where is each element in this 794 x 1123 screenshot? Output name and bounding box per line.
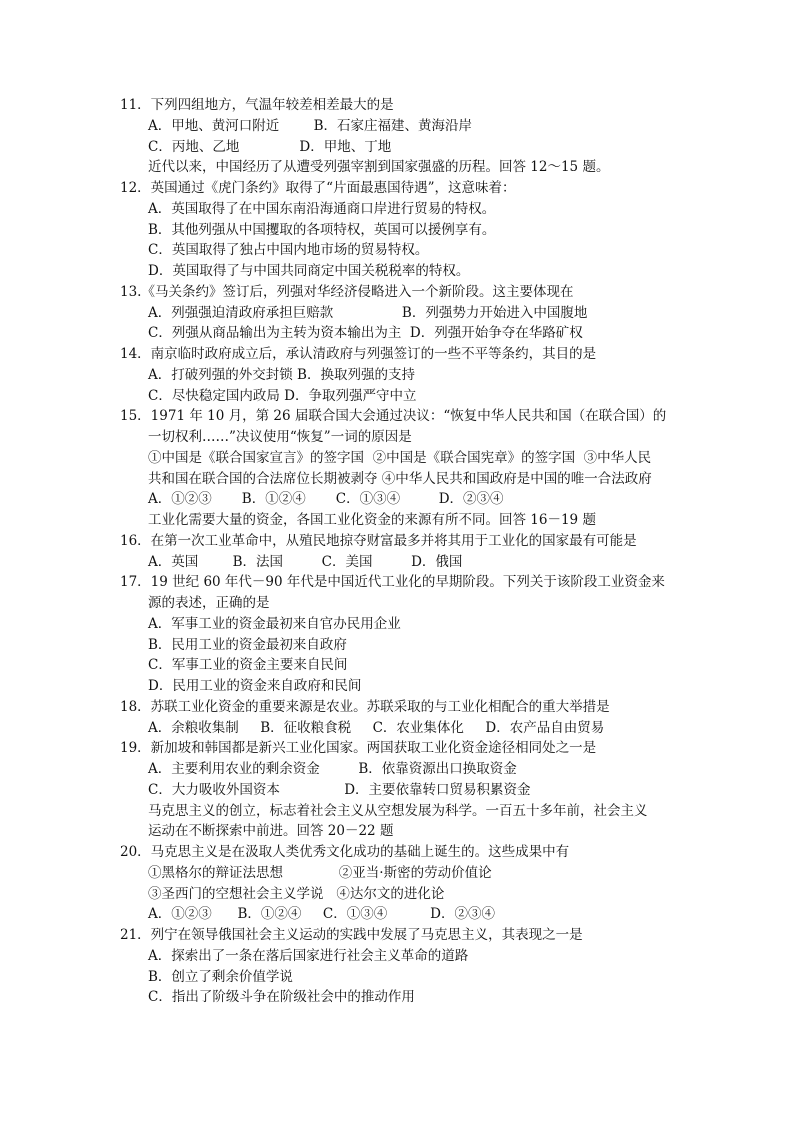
answer-option-line: 一切权利……”决议使用“恢复”一词的原因是 [148,429,412,445]
answer-option-line: A．英国 B．法国 C．美国 D．俄国 [148,553,463,570]
answer-option-line: B．民用工业的资金最初来自政府 [148,636,347,653]
answer-option-line: A．列强强迫清政府承担巨赔款 B．列强势力开始进入中国腹地 [148,304,588,321]
question-stem: 19．新加坡和韩国都是新兴工业化国家。两国获取工业化资金途径相同处之一是 [120,740,597,757]
question-text-block [0,95,794,1008]
section-intro: 工业化需要大量的资金，各国工业化资金的来源有所不同。回答 16－19 题 [148,512,596,528]
question-stem: 17．19 世纪 60 年代－90 年代是中国近代工业化的早期阶段。下列关于该阶段工业资金来 [120,574,665,591]
question-stem: 12．英国通过《虎门条约》取得了“片面最惠国待遇”，这意味着： [120,180,516,196]
answer-option-line: A．打破列强的外交封锁 B．换取列强的支持 [148,366,415,383]
answer-option-line: C．列强从商品输出为主转为资本输出为主 D．列强开始争夺在华路矿权 [148,325,583,342]
answer-option-line: D．民用工业的资金来自政府和民间 [148,678,362,694]
section-intro: 近代以来，中国经历了从遭受列强宰割到国家强盛的历程。回答 12～15 题。 [148,159,610,176]
question-stem: 13.《马关条约》签订后，列强对华经济侵略进入一个新阶段。这主要体现在 [120,283,574,300]
question-stem: 18．苏联工业化资金的重要来源是农业。苏联采取的与工业化相配合的重大举措是 [120,698,610,715]
question-stem: 20．马克思主义是在汲取人类优秀文化成功的基础上诞生的。这些成果中有 [120,844,570,860]
answer-option-line: A．主要利用农业的剩余资金 B．依靠资源出口换取资金 [148,761,517,777]
section-intro: 马克思主义的创立，标志着社会主义从空想发展为科学。一百五十多年前，社会主义 [148,802,648,819]
question-stem: 16．在第一次工业革命中，从殖民地掠夺财富最多并将其用于工业化的国家最有可能是 [120,532,637,549]
answer-option-line: C．军事工业的资金主要来自民间 [148,657,348,674]
answer-option-line: B．其他列强从中国攫取的各项特权，英国可以援例享有。 [148,221,496,238]
answer-option-line: C．英国取得了独占中国内地市场的贸易特权。 [148,242,429,259]
answer-option-line: A．军事工业的资金最初来自官办民用企业 [148,615,401,632]
question-stem: 21．列宁在领导俄国社会主义运动的实践中发展了马克思主义，其表现之一是 [120,927,583,943]
answer-option-line: A．英国取得了在中国东南沿海通商口岸进行贸易的特权。 [148,200,496,217]
answer-option-line: D．英国取得了与中国共同商定中国关税税率的特权。 [148,263,470,279]
answer-option-line: ①黑格尔的辩证法思想 ②亚当·斯密的劳动价值论 [148,864,492,881]
question-stem: 14．南京临时政府成立后，承认清政府与列强签订的一些不平等条约，其目的是 [120,346,597,362]
answer-option-line: 运动在不断探索中前进。回答 20－22 题 [148,823,394,840]
question-stem: 15．1971 年 10 月，第 26 届联合国大会通过决议：“恢复中华人民共和国（在联合国）的 [120,408,667,425]
question-stem: 11．下列四组地方，气温年较差相差最大的是 [120,97,394,113]
answer-option-line: A．①②③ B．①②④ C．①③④ D．②③④ [148,906,495,923]
answer-option-line: C．指出了阶级斗争在阶级社会中的推动作用 [148,989,415,1006]
answer-option-line: A．余粮收集制 B．征收粮食税 C．农业集体化 D．农产品自由贸易 [148,719,605,736]
answer-option-line: B．创立了剩余价值学说 [148,968,293,985]
answer-option-line: C．尽快稳定国内政局 D．争取列强严守中立 [148,387,417,404]
answer-option-line: A．探索出了一条在落后国家进行社会主义革命的道路 [148,947,469,964]
answer-option-line: 源的表述，正确的是 [148,595,270,611]
answer-option-line: A．①②③ B．①②④ C．①③④ D．②③④ [148,491,504,508]
answer-option-line: C．丙地、乙地 D．甲地、丁地 [148,138,392,155]
answer-option-line: ③圣西门的空想社会主义学说 ④达尔文的进化论 [148,885,445,902]
answer-option-line: 共和国在联合国的合法席位长期被剥夺 ④中华人民共和国政府是中国的唯一合法政府 [148,470,652,487]
answer-option-line: C．大力吸收外国资本 D．主要依靠转口贸易积累资金 [148,781,531,798]
answer-option-line: ①中国是《联合国家宣言》的签字国 ②中国是《联合国宪章》的签字国 ③中华人民 [148,449,652,466]
answer-option-line: A．甲地、黄河口附近 B．石家庄福建、黄海沿岸 [148,117,472,134]
